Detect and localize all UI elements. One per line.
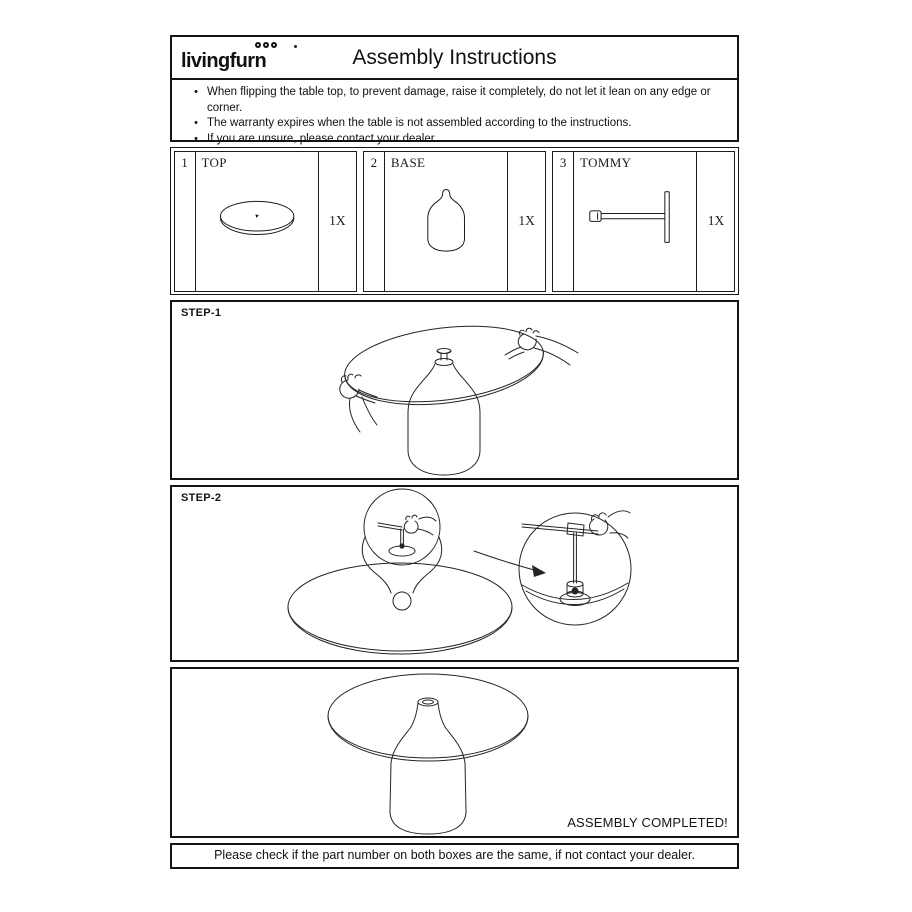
- step1-label: STEP-1: [181, 307, 222, 319]
- part-number: 2: [364, 152, 385, 291]
- flipped-table-top-outline: [288, 563, 512, 654]
- base-icon: [385, 162, 507, 274]
- footer-note: Please check if the part number on both boxes are the same, if not contact your dealer.: [170, 843, 739, 869]
- document: [170, 35, 739, 869]
- warnings-panel: [170, 78, 739, 145]
- part-quantity: 1X: [507, 152, 545, 291]
- part-name: BASE: [390, 154, 426, 170]
- assembled-table-illustration: [172, 669, 737, 836]
- part-box-base: [363, 151, 546, 292]
- part-quantity: 1X: [696, 152, 734, 291]
- warning-item: [185, 116, 729, 132]
- hand-with-tool-sketch: [378, 515, 436, 556]
- step2-label: STEP-2: [181, 492, 222, 504]
- assembled-table-outline: [328, 674, 528, 834]
- warning-text: When flipping the table top, to prevent damage, raise it completely, do not let it lean on any edge or corner.: [207, 86, 711, 114]
- inverted-base-outline: [362, 489, 442, 610]
- base-outline: [408, 349, 480, 476]
- part-name: TOMMY: [580, 154, 632, 170]
- assembled-panel: [170, 667, 739, 838]
- part-number: 1: [175, 152, 196, 291]
- part-name: TOP: [201, 154, 227, 170]
- step1-panel: [170, 300, 739, 480]
- parts-list-panel: [170, 147, 739, 295]
- brand-name: livingfurn: [181, 50, 267, 72]
- page-title: Assembly Instructions: [352, 46, 557, 69]
- step2-illustration: [172, 487, 737, 660]
- part-box-top: [174, 151, 357, 292]
- step1-illustration: [172, 302, 737, 478]
- tommy-bar-icon: [574, 162, 696, 274]
- warning-text: The warranty expires when the table is not assembled according to the instructions.: [207, 117, 632, 129]
- part-quantity: 1X: [318, 152, 356, 291]
- step2-panel: [170, 485, 739, 662]
- header-panel: [170, 35, 739, 80]
- bullet-icon: •: [194, 132, 198, 145]
- bullet-icon: •: [194, 117, 198, 129]
- warning-item: [185, 132, 729, 148]
- left-hand-sketch: [340, 374, 377, 432]
- detail-arrow: [474, 551, 546, 577]
- warning-text: If you are unsure, please contact your dealer.: [207, 132, 438, 145]
- warning-item: [185, 85, 729, 116]
- part-number: 3: [553, 152, 574, 291]
- table-top-icon: [196, 162, 318, 274]
- assembly-completed-label: ASSEMBLY COMPLETED!: [567, 815, 728, 830]
- bullet-icon: •: [194, 86, 198, 98]
- part-box-tommy: [552, 151, 735, 292]
